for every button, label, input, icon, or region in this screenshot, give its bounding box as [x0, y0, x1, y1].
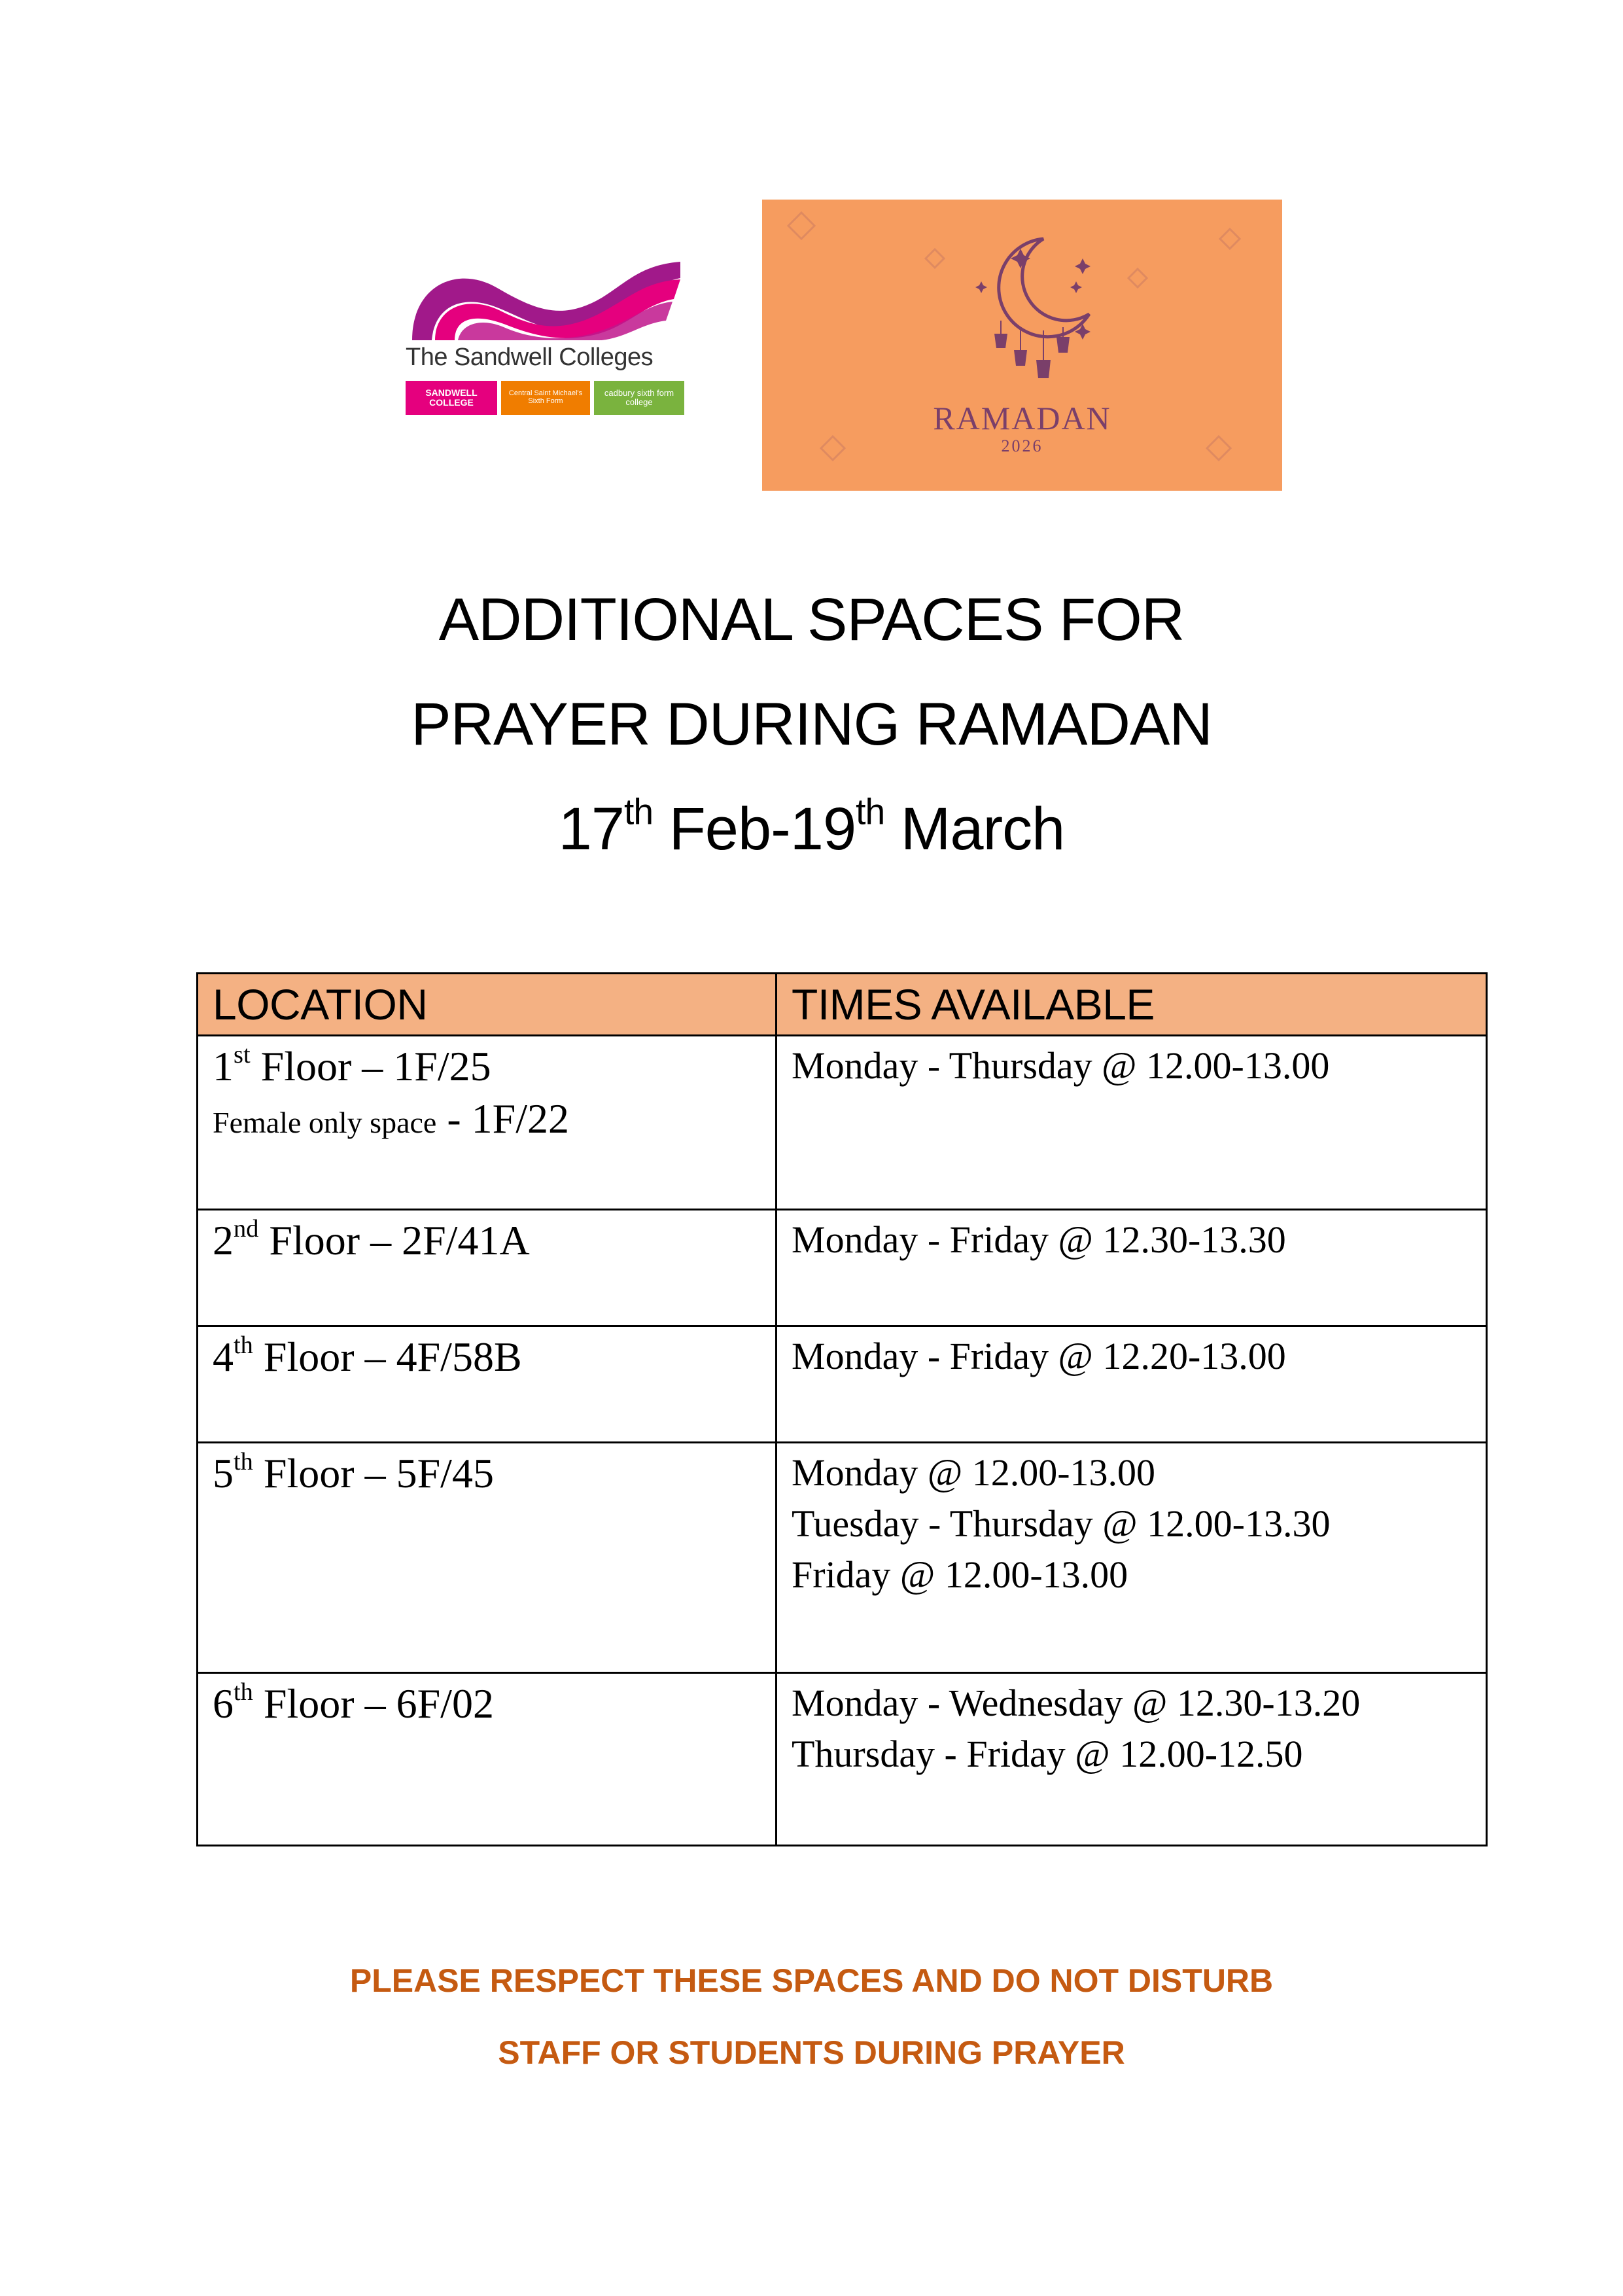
time-slot: Monday @ 12.00-13.00 — [792, 1451, 1156, 1494]
floor-suffix: th — [234, 1678, 253, 1706]
floor-location — [213, 1678, 762, 1730]
prayer-spaces-table — [196, 972, 1488, 1846]
headline-line-1: ADDITIONAL SPACES FOR — [438, 586, 1185, 653]
date-end-month: March — [884, 796, 1065, 862]
badge-sandwell-college: SANDWELL COLLEGE — [406, 381, 497, 415]
location-cell — [198, 1673, 777, 1846]
female-only-label: Female only space — [213, 1106, 437, 1139]
date-start-number: 17 — [558, 796, 625, 862]
floor-room: Floor – 2F/41A — [258, 1217, 530, 1263]
floor-room: Floor – 4F/58B — [253, 1333, 522, 1380]
date-start-suffix: th — [624, 791, 654, 832]
table-header-row — [198, 974, 1487, 1036]
floor-location — [213, 1331, 762, 1383]
floor-number: 2 — [213, 1217, 234, 1263]
time-slot: Thursday - Friday @ 12.00-12.50 — [792, 1733, 1303, 1775]
table-row — [198, 1673, 1487, 1846]
floor-suffix: th — [234, 1332, 253, 1360]
floor-room: Floor – 6F/02 — [253, 1680, 494, 1727]
table-row — [198, 1326, 1487, 1443]
floor-suffix: nd — [234, 1215, 259, 1243]
times-cell — [777, 1036, 1487, 1210]
location-cell — [198, 1326, 777, 1443]
ramadan-card — [762, 200, 1282, 491]
floor-suffix: st — [234, 1041, 251, 1069]
college-swoosh-icon — [406, 258, 687, 344]
college-name: The Sandwell Colleges — [406, 344, 654, 371]
table-row — [198, 1443, 1487, 1673]
floor-location — [213, 1214, 762, 1267]
location-cell — [198, 1443, 777, 1673]
ramadan-year: 2026 — [1001, 436, 1043, 455]
date-start-month: Feb-19 — [653, 796, 856, 862]
college-badges — [406, 381, 684, 415]
location-cell — [198, 1210, 777, 1326]
time-slot: Friday @ 12.00-13.00 — [792, 1553, 1128, 1596]
times-cell — [777, 1326, 1487, 1443]
notice-line-1: PLEASE RESPECT THESE SPACES AND DO NOT DISTURB — [349, 1962, 1274, 1999]
ramadan-title: RAMADAN — [933, 400, 1111, 436]
floor-number: 4 — [213, 1333, 234, 1380]
column-header-times: TIMES AVAILABLE — [777, 974, 1487, 1036]
time-slot: Monday - Friday @ 12.30-13.30 — [792, 1218, 1286, 1261]
floor-number: 6 — [213, 1680, 234, 1727]
time-slot: Tuesday - Thursday @ 12.00-13.30 — [792, 1502, 1331, 1545]
badge-cadbury-sixth-form: cadbury sixth form college — [594, 381, 684, 415]
time-slot: Monday - Wednesday @ 12.30-13.20 — [792, 1682, 1361, 1724]
date-end-suffix: th — [856, 791, 885, 832]
floor-location — [213, 1040, 762, 1093]
female-only-space — [213, 1093, 762, 1149]
times-cell — [777, 1210, 1487, 1326]
times-cell — [777, 1673, 1487, 1846]
location-cell — [198, 1036, 777, 1210]
times-cell — [777, 1443, 1487, 1673]
floor-suffix: th — [234, 1448, 253, 1476]
floor-location — [213, 1447, 762, 1500]
table-row — [198, 1036, 1487, 1210]
floor-room: Floor – 1F/25 — [250, 1043, 491, 1089]
time-slot: Monday - Thursday @ 12.00-13.00 — [792, 1044, 1330, 1087]
floor-number: 1 — [213, 1043, 234, 1089]
floor-room: Floor – 5F/45 — [253, 1450, 494, 1496]
notice-line-2: STAFF OR STUDENTS DURING PRAYER — [498, 2034, 1125, 2071]
column-header-location: LOCATION — [198, 974, 777, 1036]
time-slot: Monday - Friday @ 12.20-13.00 — [792, 1335, 1286, 1377]
badge-central-saint-michaels: Central Saint Michael's Sixth Form — [501, 381, 590, 415]
floor-number: 5 — [213, 1450, 234, 1496]
headline-line-2: PRAYER DURING RAMADAN — [411, 691, 1212, 758]
table-row — [198, 1210, 1487, 1326]
female-only-room: - 1F/22 — [436, 1095, 570, 1142]
headline-date-range — [0, 791, 1623, 864]
